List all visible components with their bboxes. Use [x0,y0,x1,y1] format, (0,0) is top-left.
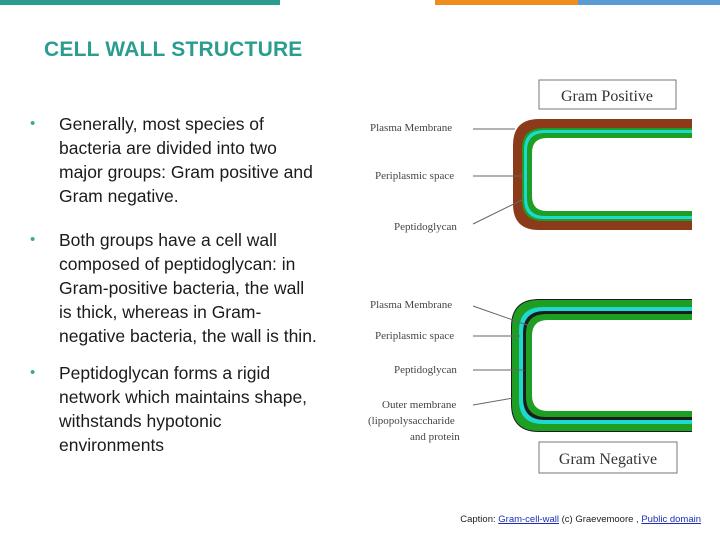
label-periplasmic-space: Periplasmic space [375,330,455,342]
caption-source-link[interactable]: Gram-cell-wall [498,514,559,525]
bullet-list [30,112,320,457]
bullet-item [30,361,320,457]
bullet-dot-icon: • [30,115,36,132]
bullet-text: Both groups have a cell wall composed of peptidoglycan: in Gram-positive bacteria, the wall is thick, whereas in Gram-negative bacteria, the wall is thin. [59,230,317,346]
label-peptidoglycan: Peptidoglycan [394,221,457,233]
gram-positive-title: Gram Positive [561,88,653,105]
cell-wall-diagram [362,78,692,476]
label-outer-membrane: and protein [410,431,460,443]
caption-author: (c) Graevemoore , [558,514,642,525]
label-plasma-membrane: Plasma Membrane [370,299,453,311]
decor-bar-blue [578,0,720,5]
bullet-item [30,228,320,348]
label-periplasmic-space: Periplasmic space [375,170,455,182]
label-peptidoglycan: Peptidoglycan [394,364,457,376]
image-caption [460,514,701,525]
bullet-text: Peptidoglycan forms a rigid network which maintains shape, withstands hypotonic environments [59,363,308,455]
caption-license-link[interactable]: Public domain [641,514,701,525]
caption-prefix: Caption: [460,514,499,525]
bullet-text: Generally, most species of bacteria are divided into two major groups: Gram positive and Gram negative. [59,114,313,206]
cytoplasm-area [532,138,692,211]
decor-bar-teal [0,0,280,5]
cytoplasm-area [532,320,692,411]
gram-negative-title: Gram Negative [558,451,658,468]
bullet-item [30,112,320,208]
gram-negative-wall [511,299,692,432]
slide-title: CELL WALL STRUCTURE [44,38,303,61]
gram-positive-wall [513,119,692,230]
bullet-dot-icon: • [30,231,36,248]
pointer-line [473,398,513,405]
label-outer-membrane: Outer membrane [382,399,457,411]
decor-bar-orange [435,0,578,5]
bullet-dot-icon: • [30,364,36,381]
label-plasma-membrane: Plasma Membrane [370,122,453,134]
label-outer-membrane: (lipopolysaccharide [368,415,455,427]
